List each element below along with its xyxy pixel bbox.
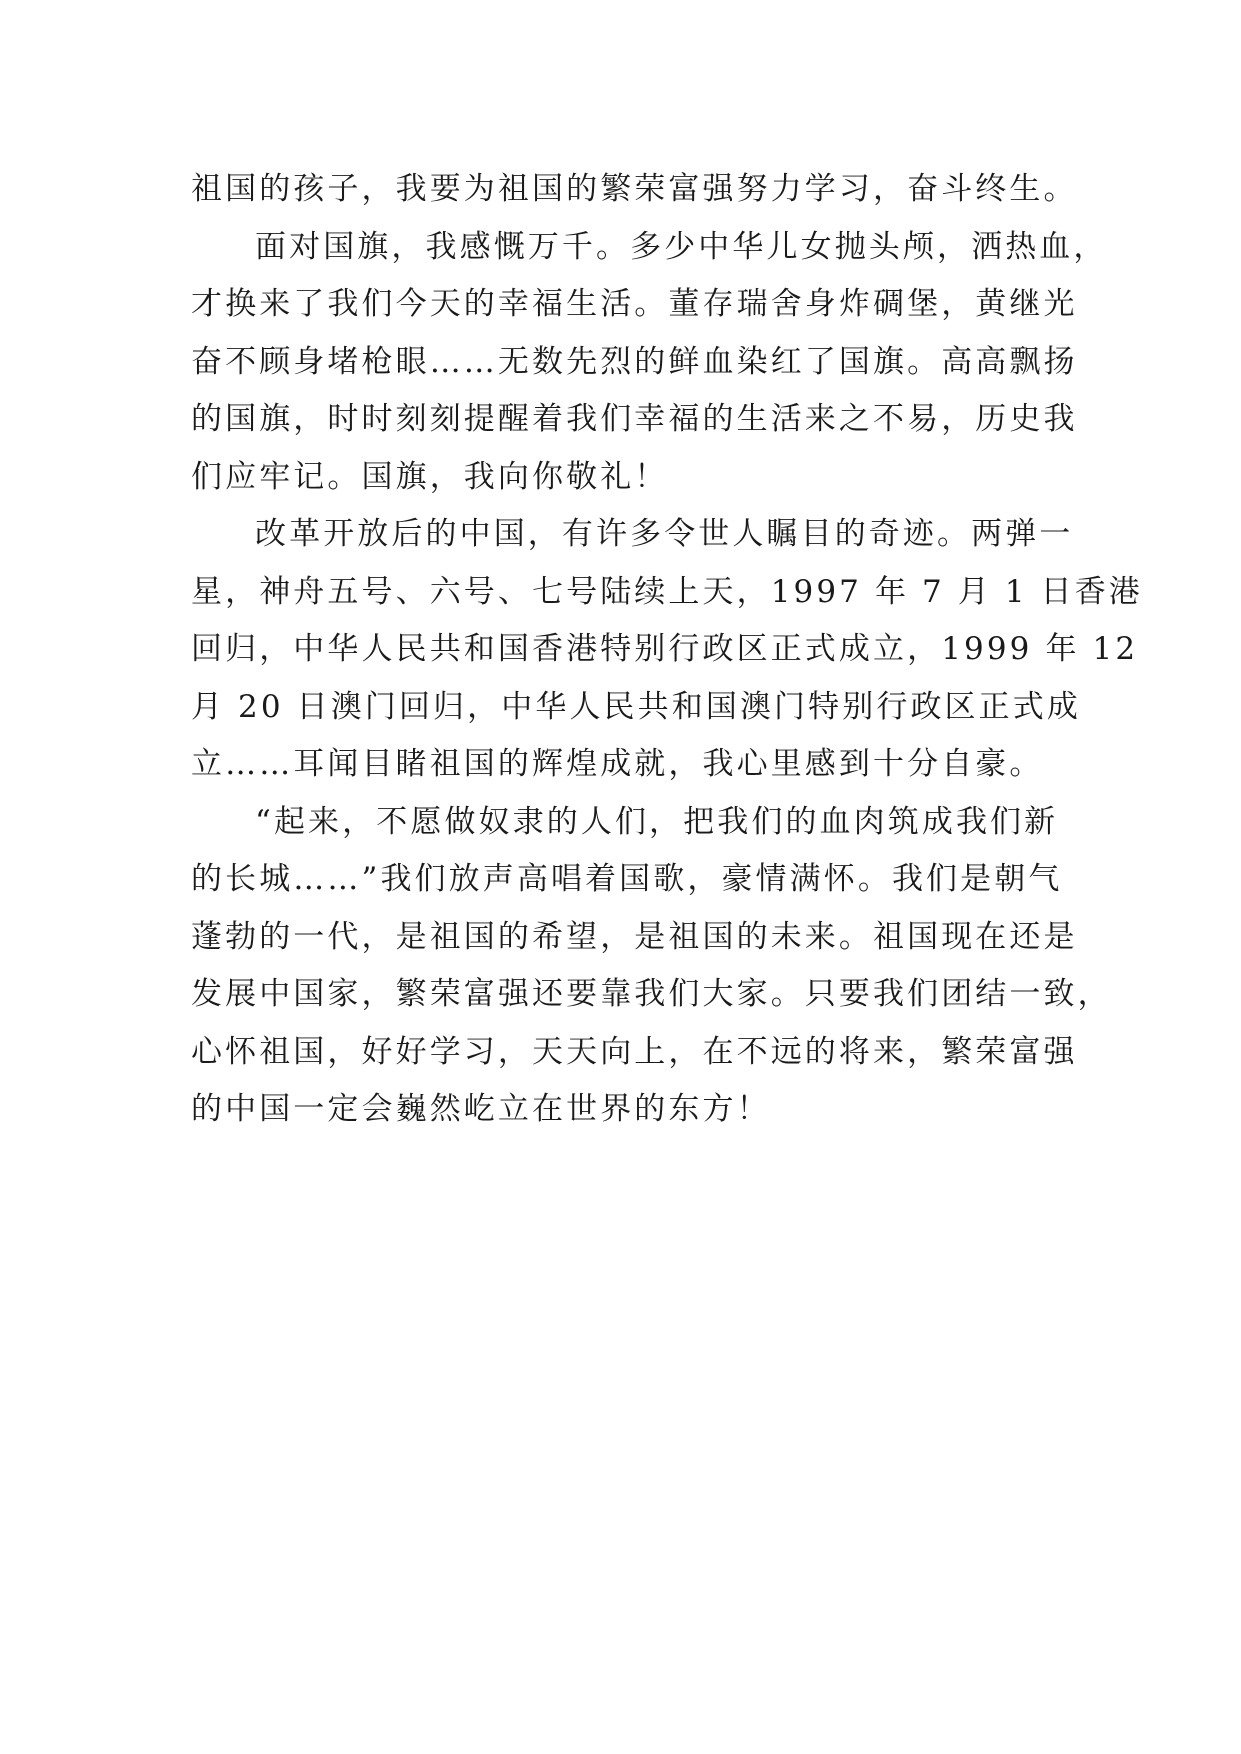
text-line: 奋不顾身堵枪眼……无数先烈的鲜血染红了国旗。高高飘扬	[191, 343, 1078, 380]
text-line: 立……耳闻目睹祖国的辉煌成就，我心里感到十分自豪。	[191, 746, 1044, 782]
text-line: 星，神舟五号、六号、七号陆续上天，1997 年 7 月 1 日香港	[191, 573, 1143, 610]
paragraph-first-line: 改革开放后的中国，有许多令世人瞩目的奇迹。两弹一	[255, 516, 1074, 552]
text-line: 的中国一定会巍然屹立在世界的东方！	[191, 1091, 771, 1127]
paragraph-first-line: 面对国旗，我感慨万千。多少中华儿女抛头颅，洒热血，	[255, 228, 1108, 265]
text-line: 心怀祖国，好好学习，天天向上，在不远的将来，繁荣富强	[191, 1033, 1078, 1070]
text-line: 回归，中华人民共和国香港特别行政区正式成立，1999 年 12	[191, 631, 1139, 667]
text-line: 发展中国家，繁荣富强还要靠我们大家。只要我们团结一致，	[191, 976, 1112, 1012]
text-line: 们应牢记。国旗，我向你敬礼！	[191, 458, 669, 495]
text-line: 月 20 日澳门回归，中华人民共和国澳门特别行政区正式成	[191, 688, 1081, 725]
text-line: 祖国的孩子，我要为祖国的繁荣富强努力学习，奋斗终生。	[191, 171, 1078, 207]
paragraph-first-line: “起来，不愿做奴隶的人们，把我们的血肉筑成我们新	[255, 803, 1059, 840]
essay-body	[191, 161, 1143, 1139]
text-line: 蓬勃的一代，是祖国的希望，是祖国的未来。祖国现在还是	[191, 918, 1078, 955]
text-line: 的长城……”我们放声高唱着国歌，豪情满怀。我们是朝气	[191, 861, 1063, 897]
text-line: 才换来了我们今天的幸福生活。董存瑞舍身炸碉堡，黄继光	[191, 286, 1078, 322]
text-line: 的国旗，时时刻刻提醒着我们幸福的生活来之不易，历史我	[191, 401, 1078, 437]
